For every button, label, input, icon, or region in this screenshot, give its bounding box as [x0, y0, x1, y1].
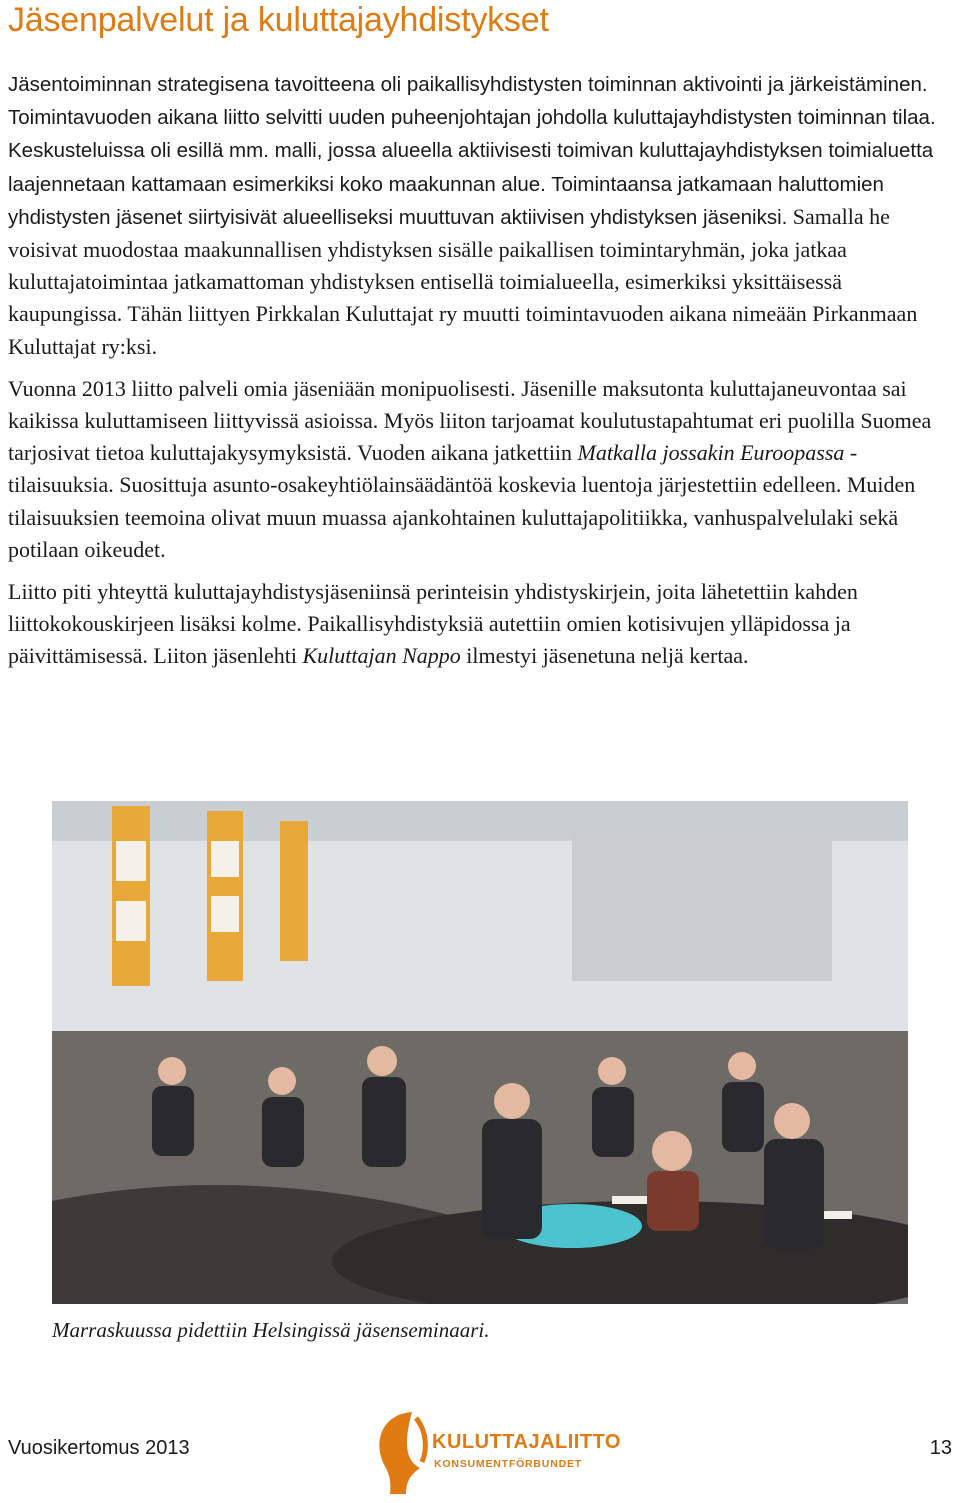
- article-body: [8, 68, 954, 683]
- event-name: Matkalla jossakin Euroopassa: [577, 440, 845, 466]
- paragraph-1: [8, 68, 954, 363]
- paragraph-2: [8, 373, 954, 566]
- footer-report-label: Vuosikertomus 2013: [8, 1437, 190, 1459]
- kuluttajaliitto-logo: [372, 1408, 621, 1498]
- magazine-name: Kuluttajan Nappo: [302, 643, 461, 669]
- paragraph-1-sans-part: Jäsentoiminnan strategisena tavoitteena oli paikallisyhdistysten toiminnan aktivointi ja järkeistäminen. Toimintavuoden aikana liitto selvitti uuden puheenjohtajan johdolla kuluttajayhdistysten toiminnan tilaa. Keskusteluissa oli esillä mm. malli, jossa alueella aktiivisesti toimivan kuluttajayhdistyksen toimialuetta laajennetaan kattamaan esimerkiksi koko maakunnan alue. Toimintaansa jatkamaan haluttomien yhdistysten jäsenet siirtyisivät alueelliseksi muuttuvan aktiivisen yhdistyksen jäseniksi.: [8, 73, 936, 229]
- paragraph-2-start: Vuonna 2013 liitto palveli omia jäseniään monipuolisesti. Jäsenille maksutonta kuluttajaneuvontaa sai kaikissa kuluttamiseen liittyvissä asioissa. Myös liiton tarjoamat koulutustapahtumat eri puolilla Suomea tarjosivat tietoa kuluttajakysymyksistä. Vuoden aikana jatkettiin: [8, 375, 932, 466]
- seminar-photo: [52, 801, 908, 1304]
- page-title: Jäsenpalvelut ja kuluttajayhdistykset: [8, 1, 549, 39]
- photo-caption: Marraskuussa pidettiin Helsingissä jäsenseminaari.: [52, 1318, 490, 1342]
- seminar-photo-illustration: [52, 801, 908, 1304]
- paragraph-1-serif-part: Samalla he voisivat muodostaa maakunnallisen yhdistyksen sisälle paikallisen toimintaryhmän, joka jatkaa kuluttajatoimintaa jatkamattoman yhdistyksen entisellä toimialueella, esimerkiksi yksittäisessä kaupungissa. Tähän liittyen Pirkkalan Kuluttajat ry muutti toimintavuoden aikana nimeään Pirkanmaan Kuluttajat ry:ksi.: [8, 203, 918, 359]
- logo-name: KULUTTAJALIITTO: [432, 1431, 621, 1453]
- paragraph-3-start: Liitto piti yhteyttä kuluttajayhdistysjäseniinsä perinteisin yhdistyskirjein, joita lähetettiin kahden liittokokouskirjeen lisäksi kolme. Paikallisyhdistyksiä autettiin omien kotisivujen ylläpidossa ja päivittämisessä. Liiton jäsenlehti: [8, 579, 858, 669]
- paragraph-2-end: -tilaisuuksia. Suosittuja asunto-osakeyhtiölainsäädäntöä koskevia luentoja järjestettiin edelleen. Muiden tilaisuuksien teemoina olivat muun muassa ajankohtainen kuluttajapolitiikka, vanhuspalvelulaki sekä potilaan oikeudet.: [8, 440, 916, 562]
- paragraph-3: [8, 576, 954, 673]
- logo-subname: KONSUMENTFÖRBUNDET: [434, 1458, 582, 1470]
- logo-head-icon: [372, 1408, 432, 1498]
- paragraph-3-end: ilmestyi jäsenetuna neljä kertaa.: [460, 643, 749, 669]
- page-number: 13: [929, 1437, 952, 1459]
